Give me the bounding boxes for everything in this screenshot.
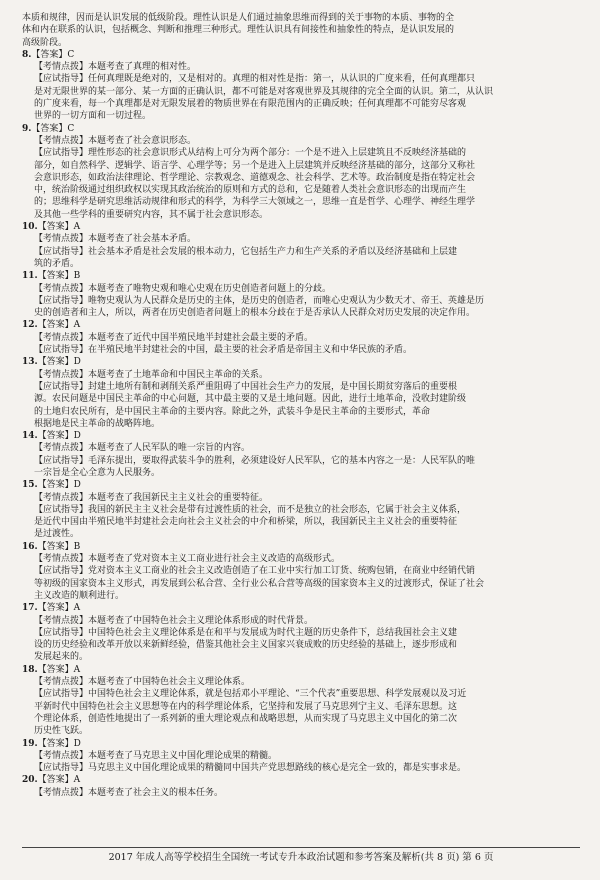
- question-number: 17.: [22, 603, 38, 614]
- answer-line: [22, 541, 580, 553]
- explanation-line: 的；思维科学是研究思维活动规律和形式的科学，为科学三大领域之一，思维一直是哲学、心理学、神经生理学: [34, 197, 476, 208]
- answer-line: [22, 123, 580, 135]
- explanation-line: 【应试指导】封建土地所有制和剥削关系严重阻碍了中国社会生产力的发展，是中国长期贫穷落后的重要根: [34, 381, 458, 392]
- question-block: [22, 541, 580, 602]
- answer-text: 【答案】A: [37, 775, 81, 786]
- explanation-line: 【考情点拨】本题考查了社会主义的根本任务。: [34, 787, 224, 798]
- answer-text: 【答案】D: [37, 738, 81, 749]
- explanation-line: 【考情点拨】本题考查了人民军队的唯一宗旨的内容。: [34, 443, 251, 454]
- explanation-line: 【考情点拨】本题考查了社会意识形态。: [34, 135, 197, 146]
- explanation-line: 是近代中国由半殖民地半封建社会走向社会主义社会的中介和桥梁，所以，我国新民主主义社会的重要特征: [34, 517, 458, 528]
- intro-line: 本质和规律，因而是认识发展的低级阶段。理性认识是人们通过抽象思维而得到的关于事物的本质、事物的全: [22, 13, 455, 23]
- explanation-line: 历史性飞跃。: [34, 726, 89, 737]
- explanation-line: 【应试指导】中国特色社会主义理论体系是在和平与发展成为时代主题的历史条件下，总结我国社会主义建: [34, 627, 458, 638]
- answer-text: 【答案】C: [31, 123, 75, 134]
- explanation-line: 史的创造者和主人，所以，两者在历史创造者问题上的根本分歧在于是否承认人民群众对历史发展的决定作用。: [34, 308, 476, 319]
- question-block: [22, 356, 580, 430]
- explanation-line: 【考情点拨】本题考查了马克思主义中国化理论成果的精髓。: [34, 750, 278, 761]
- question-number: 13.: [22, 357, 38, 368]
- explanation-line: 【考情点拨】本题考查了党对资本主义工商业进行社会主义改造的高级形式。: [34, 554, 341, 565]
- intro-line: 体和内在联系的认识，包括概念、判断和推理三种形式。理性认识具有间接性和抽象性的特点，是认识发展的: [22, 25, 455, 36]
- explanation-line: 【考情点拨】本题考查了社会基本矛盾。: [34, 234, 197, 245]
- explanation-line: 设的历史经验和改革开放以来新鲜经验，借鉴其他社会主义国家兴衰成败的历史经验的基础上，逐步形成和: [34, 640, 458, 651]
- question-list: [22, 49, 580, 799]
- explanation-line: 【应试指导】唯物史观认为人民群众是历史的主体，是历史的创造者，而唯心史观认为少数天才、帝王、英雄是历: [34, 295, 485, 306]
- question-number: 8.: [22, 49, 32, 60]
- question-number: 19.: [22, 738, 38, 749]
- explanation-line: 发展起来的。: [34, 652, 89, 663]
- answer-line: [22, 774, 580, 786]
- explanation-line: 【应试指导】我国的新民主主义社会是带有过渡性质的社会，而不是独立的社会形态，它属于社会主义体系，: [34, 504, 467, 515]
- explanation-line: 【应试指导】理性形态的社会意识形式从结构上可分为两个部分：一个是不进入上层建筑且不反映经济基础的: [34, 148, 467, 159]
- intro-line: 高级阶段。: [22, 37, 68, 48]
- explanation-line: 【应试指导】任何真理既是绝对的，又是相对的。真理的相对性是指：第一，从认识的广度来看，任何真理都只: [34, 74, 476, 85]
- explanation-line: 是对无限世界的某一部分、某一方面的正确认识，都不可能是对客观世界及其规律的完全全面的认识。第二，从认识: [34, 86, 494, 97]
- answer-line: [22, 356, 580, 368]
- answer-line: [22, 270, 580, 282]
- answer-line: [22, 738, 580, 750]
- explanation-line: 平新时代中国特色社会主义思想等在内的科学理论体系，它坚持和发展了马克思列宁主义、毛泽东思想。这: [34, 701, 458, 712]
- explanation-line: 【考情点拨】本题考查了近代中国半殖民地半封建社会最主要的矛盾。: [34, 332, 314, 343]
- answer-text: 【答案】C: [31, 49, 75, 60]
- question-number: 10.: [22, 222, 38, 233]
- explanation-line: 一宗旨是全心全意为人民服务。: [34, 467, 161, 478]
- question-block: [22, 479, 580, 540]
- answer-line: [22, 602, 580, 614]
- explanation-line: 【考情点拨】本题考查了我国新民主主义社会的重要特征。: [34, 492, 269, 503]
- explanation-line: 筑的矛盾。: [34, 258, 80, 269]
- question-number: 12.: [22, 320, 38, 331]
- answer-text: 【答案】A: [37, 222, 81, 233]
- explanation-line: 会意识形态，如政治法律理论、哲学理论、宗教观念、道德观念、社会科学、艺术等。政治制度是指在特定社会: [34, 172, 476, 183]
- explanation-line: 的土地归农民所有，是中国民主革命的主要内容。除此之外，武装斗争是民主革命的主要形式，革命: [34, 406, 431, 417]
- explanation-line: 【应试指导】党对资本主义工商业的社会主义改造创造了在工业中实行加工订货、统购包销，在商业中经销代销: [34, 566, 476, 577]
- question-block: [22, 664, 580, 738]
- explanation-line: 主义改造的顺利进行。: [34, 590, 125, 601]
- question-block: [22, 602, 580, 663]
- question-block: [22, 270, 580, 319]
- explanation-line: 个理论体系，创造性地提出了一系列新的重大理论观点和战略思想，从而实现了马克思主义中国化的第二次: [34, 713, 458, 724]
- page-footer: 2017 年成人高等学校招生全国统一考试专升本政治试题和参考答案及解析(共 8 页) 第 6 页: [22, 847, 580, 866]
- explanation-line: 等初级的国家资本主义形式，再发展到公私合营、全行业公私合营等高级的国家资本主义的过渡形式，保证了社会: [34, 578, 485, 589]
- explanation-line: 【考情点拨】本题考查了中国特色社会主义理论体系。: [34, 677, 251, 688]
- explanation-line: 【考情点拨】本题考查了土地革命和中国民主革命的关系。: [34, 369, 269, 380]
- answer-text: 【答案】D: [37, 431, 81, 442]
- question-block: [22, 123, 580, 221]
- answer-text: 【答案】A: [37, 664, 81, 675]
- question-number: 16.: [22, 541, 38, 552]
- question-block: [22, 774, 580, 799]
- answer-text: 【答案】B: [37, 271, 81, 282]
- explanation-line: 【应试指导】在半殖民地半封建社会的中国，最主要的社会矛盾是帝国主义和中华民族的矛盾。: [34, 345, 413, 356]
- answer-line: [22, 221, 580, 233]
- question-block: [22, 430, 580, 479]
- answer-text: 【答案】A: [37, 603, 81, 614]
- question-number: 9.: [22, 123, 32, 134]
- answer-line: [22, 430, 580, 442]
- explanation-line: 【应试指导】中国特色社会主义理论体系，就是包括邓小平理论、“三个代表”重要思想、科学发展观以及习近: [34, 689, 467, 700]
- explanation-line: 根据地是民主革命的战略阵地。: [34, 418, 161, 429]
- explanation-line: 【考情点拨】本题考查了中国特色社会主义理论体系形成的时代背景。: [34, 615, 314, 626]
- question-number: 14.: [22, 431, 38, 442]
- explanation-line: 【应试指导】社会基本矛盾是社会发展的根本动力，它包括生产力和生产关系的矛盾以及经济基础和上层建: [34, 246, 458, 257]
- explanation-line: 及其他一些学科的重要研究内容，其不属于社会意识形态。: [34, 209, 269, 220]
- answer-line: [22, 49, 580, 61]
- question-block: [22, 49, 580, 123]
- explanation-line: 是过渡性。: [34, 529, 80, 540]
- explanation-line: 部分，如自然科学、逻辑学、语言学、心理学等；另一个是进入上层建筑并反映经济基础的部分，这部分又称社: [34, 160, 476, 171]
- explanation-line: 源。农民问题是中国民主革命的中心问题，其中最主要的又是土地问题。因此，进行土地革命，没收封建阶级: [34, 394, 467, 405]
- answer-text: 【答案】D: [37, 357, 81, 368]
- question-block: [22, 738, 580, 775]
- question-block: [22, 319, 580, 356]
- answer-text: 【答案】B: [37, 541, 81, 552]
- question-number: 15.: [22, 480, 38, 491]
- question-number: 11.: [22, 271, 38, 282]
- explanation-line: 【应试指导】马克思主义中国化理论成果的精髓同中国共产党思想路线的核心是完全一致的，都是实事求是。: [34, 763, 467, 774]
- explanation-line: 【考情点拨】本题考查了唯物史观和唯心史观在历史创造者问题上的分歧。: [34, 283, 332, 294]
- explanation-line: 世界的一切方面和一切过程。: [34, 111, 152, 122]
- question-number: 20.: [22, 775, 38, 786]
- explanation-line: 【应试指导】毛泽东提出，要取得武装斗争的胜利，必须建设好人民军队，它的基本内容之一是：人民军队的唯: [34, 455, 476, 466]
- explanation-line: 的广度来看，每一个真理都是对无限发展着的物质世界在有限范围内的正确反映；任何真理都不可能穷尽客观: [34, 99, 467, 110]
- answer-line: [22, 479, 580, 491]
- answer-text: 【答案】D: [37, 480, 81, 491]
- answer-line: [22, 319, 580, 331]
- question-block: [22, 221, 580, 270]
- question-number: 18.: [22, 664, 38, 675]
- answer-page: [22, 12, 580, 799]
- answer-text: 【答案】A: [37, 320, 81, 331]
- explanation-line: 中，统治阶级通过组织政权以实现其政治统治的原则和方式的总和，它是随着人类社会意识形态的出现而产生: [34, 185, 467, 196]
- intro-paragraph: [22, 12, 580, 49]
- answer-line: [22, 664, 580, 676]
- explanation-line: 【考情点拨】本题考查了真理的相对性。: [34, 62, 197, 73]
